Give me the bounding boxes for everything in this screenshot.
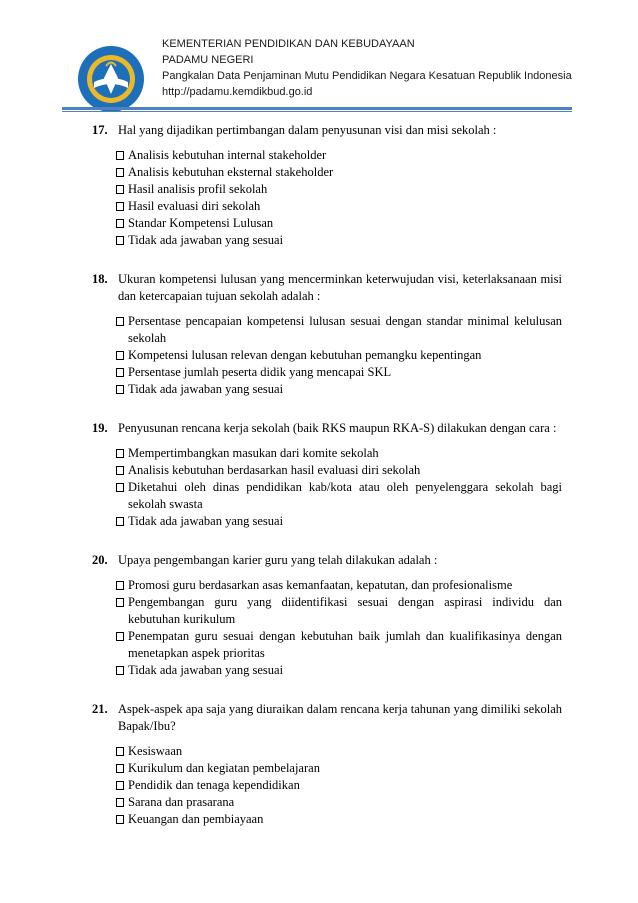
option-list <box>92 743 562 828</box>
ministry-name: KEMENTERIAN PENDIDIKAN DAN KEBUDAYAAN <box>162 38 415 50</box>
question-number: 21. <box>92 702 108 716</box>
checkbox-icon[interactable] <box>116 168 124 177</box>
question-header <box>92 552 562 569</box>
checkbox-icon[interactable] <box>116 666 124 675</box>
checkbox-icon[interactable] <box>116 219 124 228</box>
checkbox-icon[interactable] <box>116 317 124 326</box>
answer-option[interactable] <box>116 760 562 777</box>
question-item <box>92 552 562 679</box>
question-number: 17. <box>92 123 108 137</box>
question-item <box>92 701 562 828</box>
option-label: Tidak ada jawaban yang sesuai <box>128 663 284 677</box>
answer-option[interactable] <box>116 147 562 164</box>
question-number: 18. <box>92 272 108 286</box>
option-list <box>92 577 562 679</box>
option-label: Penempatan guru sesuai dengan kebutuhan baik jumlah dan kualifikasinya dengan menetapkan aspek prioritas <box>128 629 562 660</box>
answer-option[interactable] <box>116 445 562 462</box>
option-label: Hasil analisis profil sekolah <box>128 182 268 196</box>
question-text: Upaya pengembangan karier guru yang telah dilakukan adalah : <box>118 553 438 567</box>
answer-option[interactable] <box>116 215 562 232</box>
answer-option[interactable] <box>116 594 562 628</box>
checkbox-icon[interactable] <box>116 764 124 773</box>
option-label: Promosi guru berdasarkan asas kemanfaatan, kepatutan, dan profesionalisme <box>128 578 513 592</box>
answer-option[interactable] <box>116 479 562 513</box>
checkbox-icon[interactable] <box>116 466 124 475</box>
answer-option[interactable] <box>116 381 562 398</box>
answer-option[interactable] <box>116 777 562 794</box>
option-list <box>92 445 562 530</box>
option-label: Sarana dan prasarana <box>128 795 235 809</box>
question-header <box>92 701 562 735</box>
page-header <box>62 30 572 108</box>
system-name: PADAMU NEGERI <box>162 54 254 66</box>
answer-option[interactable] <box>116 462 562 479</box>
header-text-block <box>162 36 572 100</box>
option-label: Pendidik dan tenaga kependidikan <box>128 778 300 792</box>
answer-option[interactable] <box>116 364 562 381</box>
question-text: Penyusunan rencana kerja sekolah (baik RKS maupun RKA-S) dilakukan dengan cara : <box>118 421 557 435</box>
answer-option[interactable] <box>116 662 562 679</box>
question-header <box>92 271 562 305</box>
answer-option[interactable] <box>116 164 562 181</box>
option-label: Persentase jumlah peserta didik yang mencapai SKL <box>128 365 392 379</box>
option-label: Analisis kebutuhan berdasarkan hasil evaluasi diri sekolah <box>128 463 421 477</box>
question-text: Aspek-aspek apa saja yang diuraikan dalam rencana kerja tahunan yang dimiliki sekolah Bapak/Ibu? <box>118 702 562 733</box>
answer-option[interactable] <box>116 313 562 347</box>
option-label: Kurikulum dan kegiatan pembelajaran <box>128 761 320 775</box>
checkbox-icon[interactable] <box>116 815 124 824</box>
question-header <box>92 420 562 437</box>
answer-option[interactable] <box>116 347 562 364</box>
system-description: Pangkalan Data Penjaminan Mutu Pendidikan Negara Kesatuan Republik Indonesia <box>162 70 572 82</box>
answer-option[interactable] <box>116 743 562 760</box>
checkbox-icon[interactable] <box>116 517 124 526</box>
question-item <box>92 122 562 249</box>
answer-option[interactable] <box>116 794 562 811</box>
option-list <box>92 147 562 249</box>
option-label: Pengembangan guru yang diidentifikasi sesuai dengan aspirasi individu dan kebutuhan kurikulum <box>128 595 562 626</box>
checkbox-icon[interactable] <box>116 798 124 807</box>
checkbox-icon[interactable] <box>116 185 124 194</box>
header-url: http://padamu.kemdikbud.go.id <box>162 86 313 98</box>
answer-option[interactable] <box>116 198 562 215</box>
option-label: Analisis kebutuhan internal stakeholder <box>128 148 327 162</box>
questionnaire-content <box>92 122 562 850</box>
checkbox-icon[interactable] <box>116 351 124 360</box>
checkbox-icon[interactable] <box>116 202 124 211</box>
checkbox-icon[interactable] <box>116 483 124 492</box>
option-label: Kompetensi lulusan relevan dengan kebutuhan pemangku kepentingan <box>128 348 482 362</box>
question-item <box>92 420 562 530</box>
checkbox-icon[interactable] <box>116 151 124 160</box>
answer-option[interactable] <box>116 232 562 249</box>
question-header <box>92 122 562 139</box>
option-label: Persentase pencapaian kompetensi lulusan sesuai dengan standar minimal kelulusan sekolah <box>128 314 562 345</box>
option-label: Tidak ada jawaban yang sesuai <box>128 382 284 396</box>
question-text: Ukuran kompetensi lulusan yang mencerminkan keterwujudan visi, keterlaksanaan misi dan ketercapaian tujuan sekolah adalah : <box>118 272 562 303</box>
checkbox-icon[interactable] <box>116 368 124 377</box>
checkbox-icon[interactable] <box>116 581 124 590</box>
question-number: 20. <box>92 553 108 567</box>
option-label: Analisis kebutuhan eksternal stakeholder <box>128 165 334 179</box>
kemdikbud-logo-icon <box>76 44 146 114</box>
checkbox-icon[interactable] <box>116 632 124 641</box>
checkbox-icon[interactable] <box>116 598 124 607</box>
option-label: Kesiswaan <box>128 744 183 758</box>
header-divider <box>62 107 572 110</box>
checkbox-icon[interactable] <box>116 385 124 394</box>
checkbox-icon[interactable] <box>116 747 124 756</box>
question-number: 19. <box>92 421 108 435</box>
checkbox-icon[interactable] <box>116 449 124 458</box>
checkbox-icon[interactable] <box>116 236 124 245</box>
answer-option[interactable] <box>116 811 562 828</box>
option-label: Tidak ada jawaban yang sesuai <box>128 514 284 528</box>
option-label: Mempertimbangkan masukan dari komite sekolah <box>128 446 379 460</box>
option-label: Standar Kompetensi Lulusan <box>128 216 274 230</box>
answer-option[interactable] <box>116 513 562 530</box>
question-text: Hal yang dijadikan pertimbangan dalam penyusunan visi dan misi sekolah : <box>118 123 497 137</box>
question-item <box>92 271 562 398</box>
option-label: Hasil evaluasi diri sekolah <box>128 199 261 213</box>
option-label: Keuangan dan pembiayaan <box>128 812 264 826</box>
option-list <box>92 313 562 398</box>
option-label: Diketahui oleh dinas pendidikan kab/kota atau oleh penyelenggara sekolah bagi sekolah swasta <box>128 480 562 511</box>
checkbox-icon[interactable] <box>116 781 124 790</box>
answer-option[interactable] <box>116 628 562 662</box>
option-label: Tidak ada jawaban yang sesuai <box>128 233 284 247</box>
answer-option[interactable] <box>116 577 562 594</box>
answer-option[interactable] <box>116 181 562 198</box>
header-divider-thin <box>62 111 572 112</box>
